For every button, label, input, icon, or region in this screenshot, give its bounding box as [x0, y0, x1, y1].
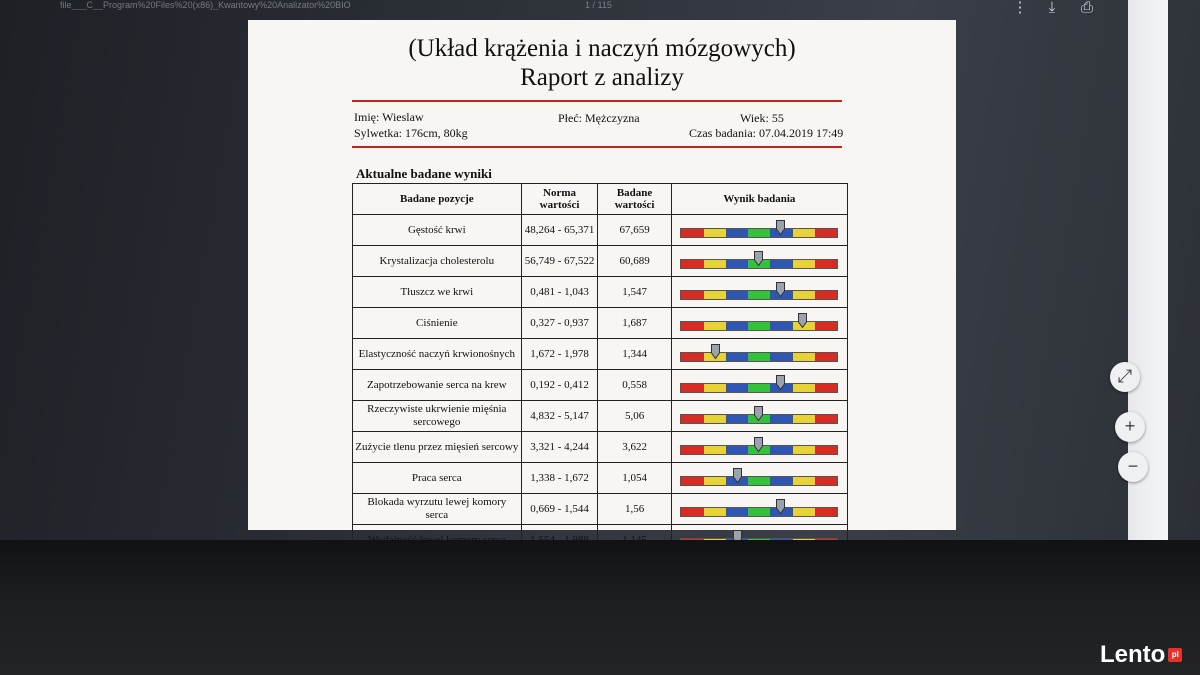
cell-position: Zapotrzebowanie serca na krew: [353, 370, 522, 401]
table-header-row: [353, 184, 848, 215]
bar-segment-red: [681, 508, 703, 516]
bar-segment-yellow: [704, 384, 726, 392]
cell-position: Elastyczność naczyń krwionośnych: [353, 339, 522, 370]
cell-position: Ciśnienie: [353, 308, 522, 339]
bar-segment-yellow: [704, 477, 726, 485]
bar-segment-red: [815, 446, 837, 454]
print-icon[interactable]: ⎙: [1080, 0, 1093, 16]
table-row: [353, 277, 848, 308]
bar-segment-red: [681, 384, 703, 392]
cell-result: [671, 494, 847, 525]
bar-segment-yellow: [793, 477, 815, 485]
bar-segment-blue: [770, 322, 792, 330]
bar-segment-green: [748, 322, 770, 330]
cell-position: Blokada wyrzutu lewej komory serca: [353, 494, 522, 525]
bar-segment-green: [748, 291, 770, 299]
bar-segment-red: [815, 260, 837, 268]
result-bar: [680, 507, 838, 517]
bar-segment-green: [748, 508, 770, 516]
header-norm: Norma wartości: [521, 184, 598, 215]
result-bar: [680, 352, 838, 362]
bar-segment-red: [815, 477, 837, 485]
file-name: file___C__Program%20Files%20(x86)_Kwantowy%20Analizator%20BIO: [60, 0, 351, 10]
table-row: [353, 308, 848, 339]
patient-name: Imię: Wieslaw: [354, 110, 424, 124]
bar-segment-yellow: [704, 322, 726, 330]
bar-segment-red: [815, 291, 837, 299]
results-table: [352, 183, 848, 556]
cell-result: [671, 432, 847, 463]
bar-segment-blue: [726, 353, 748, 361]
cell-norm: 0,192 - 0,412: [521, 370, 598, 401]
bar-segment-blue: [726, 260, 748, 268]
cell-value: 1,547: [598, 277, 671, 308]
bar-segment-yellow: [793, 291, 815, 299]
cell-norm: 56,749 - 67,522: [521, 246, 598, 277]
more-icon[interactable]: ⋮: [1012, 0, 1028, 16]
download-icon[interactable]: ⤓: [1048, 0, 1056, 16]
cell-value: 1,56: [598, 494, 671, 525]
divider-bottom: [352, 146, 842, 148]
result-marker-icon: [776, 375, 785, 390]
patient-sex: Płeć: Mężczyzna: [558, 111, 640, 125]
result-bar: [680, 445, 838, 455]
header-value: Badane wartości: [598, 184, 671, 215]
cell-result: [671, 463, 847, 494]
result-marker-icon: [776, 282, 785, 297]
result-marker-icon: [798, 313, 807, 328]
bar-segment-red: [815, 322, 837, 330]
cell-value: 1,687: [598, 308, 671, 339]
cell-value: 67,659: [598, 215, 671, 246]
bar-segment-red: [681, 291, 703, 299]
pdf-toolbar: [0, 0, 1200, 18]
result-marker-icon: [754, 251, 763, 266]
cell-result: [671, 370, 847, 401]
bar-segment-yellow: [704, 415, 726, 423]
cell-result: [671, 215, 847, 246]
bar-segment-red: [681, 322, 703, 330]
bar-segment-yellow: [793, 415, 815, 423]
bar-segment-yellow: [704, 508, 726, 516]
table-row: [353, 401, 848, 432]
cell-position: Tłuszcz we krwi: [353, 277, 522, 308]
bar-segment-red: [681, 353, 703, 361]
lento-watermark: [1100, 640, 1182, 670]
result-bar: [680, 228, 838, 238]
bar-segment-blue: [726, 322, 748, 330]
bar-segment-yellow: [793, 446, 815, 454]
cell-norm: 3,321 - 4,244: [521, 432, 598, 463]
cell-norm: 0,327 - 0,937: [521, 308, 598, 339]
fit-page-button[interactable]: ⤢: [1110, 362, 1140, 392]
result-bar: [680, 414, 838, 424]
bar-segment-blue: [726, 291, 748, 299]
result-marker-icon: [754, 437, 763, 452]
cell-value: 3,622: [598, 432, 671, 463]
bar-segment-yellow: [793, 384, 815, 392]
bar-segment-blue: [726, 508, 748, 516]
table-row: [353, 339, 848, 370]
cell-result: [671, 401, 847, 432]
bar-segment-green: [748, 477, 770, 485]
cell-result: [671, 339, 847, 370]
table-row: [353, 215, 848, 246]
cell-value: 1,054: [598, 463, 671, 494]
cell-norm: 0,669 - 1,544: [521, 494, 598, 525]
cell-norm: 1,672 - 1,978: [521, 339, 598, 370]
bar-segment-blue: [726, 229, 748, 237]
bar-segment-red: [681, 260, 703, 268]
bar-segment-red: [681, 415, 703, 423]
bar-segment-blue: [770, 415, 792, 423]
bar-segment-red: [815, 384, 837, 392]
patient-age: Wiek: 55: [740, 111, 784, 125]
bar-segment-yellow: [704, 446, 726, 454]
bar-segment-blue: [770, 353, 792, 361]
patient-build: Sylwetka: 176cm, 80kg: [354, 126, 468, 140]
bar-segment-red: [681, 229, 703, 237]
report-title: [248, 34, 956, 92]
result-marker-icon: [776, 499, 785, 514]
watermark-text: Lento: [1100, 641, 1166, 668]
bar-segment-yellow: [793, 353, 815, 361]
bar-segment-green: [748, 384, 770, 392]
cell-norm: 0,481 - 1,043: [521, 277, 598, 308]
pdf-page: [248, 20, 956, 530]
bar-segment-green: [748, 353, 770, 361]
cell-norm: 1,338 - 1,672: [521, 463, 598, 494]
section-title: Aktualne badane wyniki: [356, 166, 492, 181]
result-bar: [680, 321, 838, 331]
result-marker-icon: [776, 220, 785, 235]
bar-segment-green: [748, 229, 770, 237]
table-row: [353, 463, 848, 494]
bar-segment-yellow: [793, 229, 815, 237]
bar-segment-blue: [770, 260, 792, 268]
bar-segment-blue: [726, 384, 748, 392]
zoom-in-button[interactable]: +: [1115, 412, 1145, 442]
cell-value: 1,344: [598, 339, 671, 370]
cell-position: Rzeczywiste ukrwienie mięśnia sercowego: [353, 401, 522, 432]
exam-time: Czas badania: 07.04.2019 17:49: [689, 126, 844, 140]
bar-segment-yellow: [704, 291, 726, 299]
result-marker-icon: [754, 406, 763, 421]
cell-result: [671, 308, 847, 339]
bar-segment-blue: [726, 446, 748, 454]
result-marker-icon: [711, 344, 720, 359]
bar-segment-blue: [770, 446, 792, 454]
cell-norm: 48,264 - 65,371: [521, 215, 598, 246]
monitor-bezel: [0, 540, 1200, 675]
table-row: [353, 432, 848, 463]
bar-segment-red: [815, 415, 837, 423]
cell-position: Zużycie tlenu przez mięsień sercowy: [353, 432, 522, 463]
result-bar: [680, 476, 838, 486]
bar-segment-yellow: [704, 260, 726, 268]
result-bar: [680, 259, 838, 269]
bar-segment-red: [681, 477, 703, 485]
table-row: [353, 370, 848, 401]
result-marker-icon: [733, 468, 742, 483]
result-bar: [680, 290, 838, 300]
cell-result: [671, 277, 847, 308]
table-row: [353, 246, 848, 277]
bar-segment-yellow: [793, 508, 815, 516]
bar-segment-blue: [770, 477, 792, 485]
title-line-2: Raport z analizy: [520, 64, 684, 91]
bar-segment-yellow: [793, 260, 815, 268]
title-line-1: (Układ krążenia i naczyń mózgowych): [408, 35, 796, 62]
cell-value: 0,558: [598, 370, 671, 401]
cell-result: [671, 246, 847, 277]
cell-position: Krystalizacja cholesterolu: [353, 246, 522, 277]
cell-position: Praca serca: [353, 463, 522, 494]
result-bar: [680, 383, 838, 393]
divider-top: [352, 100, 842, 102]
bar-segment-red: [815, 353, 837, 361]
cell-norm: 4,832 - 5,147: [521, 401, 598, 432]
header-position: Badane pozycje: [353, 184, 522, 215]
watermark-badge: pl: [1168, 648, 1182, 662]
bar-segment-yellow: [704, 229, 726, 237]
bar-segment-blue: [726, 415, 748, 423]
header-result: Wynik badania: [671, 184, 847, 215]
bar-segment-red: [681, 446, 703, 454]
bar-segment-red: [815, 508, 837, 516]
page-indicator: 1 / 115: [585, 0, 612, 10]
cell-position: Gęstość krwi: [353, 215, 522, 246]
cell-value: 60,689: [598, 246, 671, 277]
cell-value: 5,06: [598, 401, 671, 432]
table-row: [353, 494, 848, 525]
bar-segment-red: [815, 229, 837, 237]
zoom-out-button[interactable]: −: [1118, 452, 1148, 482]
